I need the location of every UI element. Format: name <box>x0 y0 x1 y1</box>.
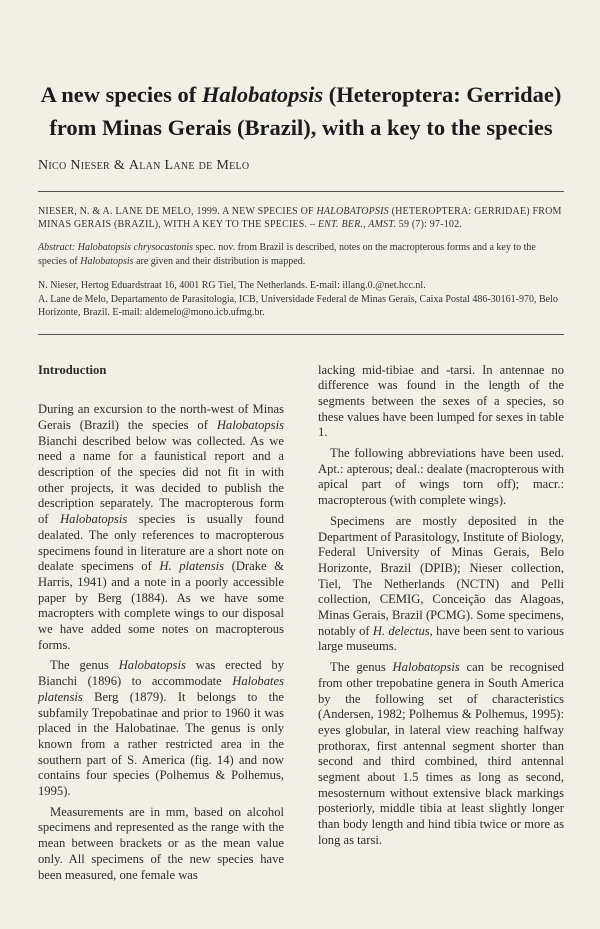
left-column <box>38 363 284 884</box>
abstract-label: Abstract: <box>38 242 76 253</box>
title-genus: Halobatopsis <box>201 82 324 107</box>
section-heading-introduction: Introduction <box>38 362 107 377</box>
paragraph: The following abbreviations have been used. Apt.: apterous; deal.: dealate (macropterous with apical part of wings torn off); macr.: macropterous (with complete wings). <box>318 446 564 508</box>
article-title <box>38 0 564 144</box>
header-rule <box>38 191 564 192</box>
paragraph: During an excursion to the north-west of Minas Gerais (Brazil) the species of Halobatopsis Bianchi described below was collected. As we need a name for a faunistical report and a description of the species did not fit in with other projects, it was decided to publish the description separately. The macropterous form of Halobatopsis species is usually found dealated. The only references to macropterous specimens found in literature are a short note on dealate specimens of H. platensis (Drake & Harris, 1941) and a note in a poorly accessible paper by Berg (1884). As we have some macropters with complete wings to our disposal we have added some notes on macropterous forms. <box>38 402 285 652</box>
paragraph: The genus Halobatopsis was erected by Bianchi (1896) to accommodate Halobates platensis Berg (1879). It belongs to the subfamily Trepobatinae and prior to 1960 it was placed in the Halobatinae. The genus is only known from a rather restricted area in the southern part of S. America (fig. 14) and now contains four species (Polhemus & Polhemus, 1995). <box>38 658 284 799</box>
author-2: Alan Lane de Melo <box>128 158 250 173</box>
paragraph: Specimens are mostly deposited in the Department of Parasitology, Institute of Biology, Federal University of Minas Gerais, Belo Horizonte, Brazil (DPIB); Nieser collection, Tiel, The Netherlands (NCTN) and Pelli collection, CEMIG, Conceição das Alagoas, Minas Gerais, Brazil (PCMG). Some specimens, notably of H. delectus, have been sent to various large museums. <box>318 513 564 654</box>
citation: NIESER, N. & A. LANE DE MELO, 1999. A NEW SPECIES OF HALOBATOPSIS (HETEROPTERA: GERRIDAE) FROM MINAS GERAIS (BRAZIL), WITH A KEY TO THE SPECIES. – ENT. BER., AMST. 59 (7): 97-102. <box>38 206 562 230</box>
author-addresses <box>38 279 564 320</box>
paragraph: The genus Halobatopsis can be recognised from other trepobatine genera in South America by the following set of characteristics (Andersen, 1982; Polhemus & Polhemus, 1995): eyes globular, in lateral view reaching halfway prothorax, first antennal segment shorter than second and third combined, third antennal segment about 1.5 times as long as second, mesosternum without extensive black markings posteriorly, middle tibia at least slightly longer than body length and hind tibia twice or more as long as tarsi. <box>318 660 565 847</box>
abstract: Abstract: Halobatopsis chrysocastonis spec. nov. from Brazil is described, notes on the macropterous forms and a key to the species of Halobatopsis are given and their distribution is mapped. <box>38 242 536 267</box>
abstract-rule <box>38 334 564 335</box>
journal-name: ENT. BER., AMST. <box>317 219 397 230</box>
address-nieser: N. Nieser, Hertog Eduardstraat 16, 4001 RG Tiel, The Netherlands. E-mail: illang.0.@net.hcc.nl. <box>38 280 426 291</box>
authors: Nico Nieser & Alan Lane de Melo <box>38 158 250 173</box>
paragraph: Measurements are in mm, based on alcohol specimens and represented as the range with the mean between brackets or as the mean value only. All specimens of the new species have been measured, one female was <box>38 804 284 882</box>
right-column <box>318 363 564 884</box>
body-columns <box>38 363 564 884</box>
author-1: Nico Nieser <box>38 158 111 173</box>
title-line-1: A new species of Halobatopsis (Heteroptera: Gerridae) <box>40 82 562 107</box>
address-lane-de-melo: A. Lane de Melo, Departamento de Parasitologia, ICB, Universidade Federal de Minas Gerais, Caixa Postal 486-30161-970, Belo Horizonte, Brazil. E-mail: aldemelo@mono.icb.ufmg.br. <box>38 293 558 318</box>
title-line-2: from Minas Gerais (Brazil), with a key to the species <box>49 115 553 140</box>
paragraph: lacking mid-tibiae and -tarsi. In antennae no difference was found in the length of the segments between the sexes of a species, so these values have been lumped for sexes in table 1. <box>318 362 564 440</box>
